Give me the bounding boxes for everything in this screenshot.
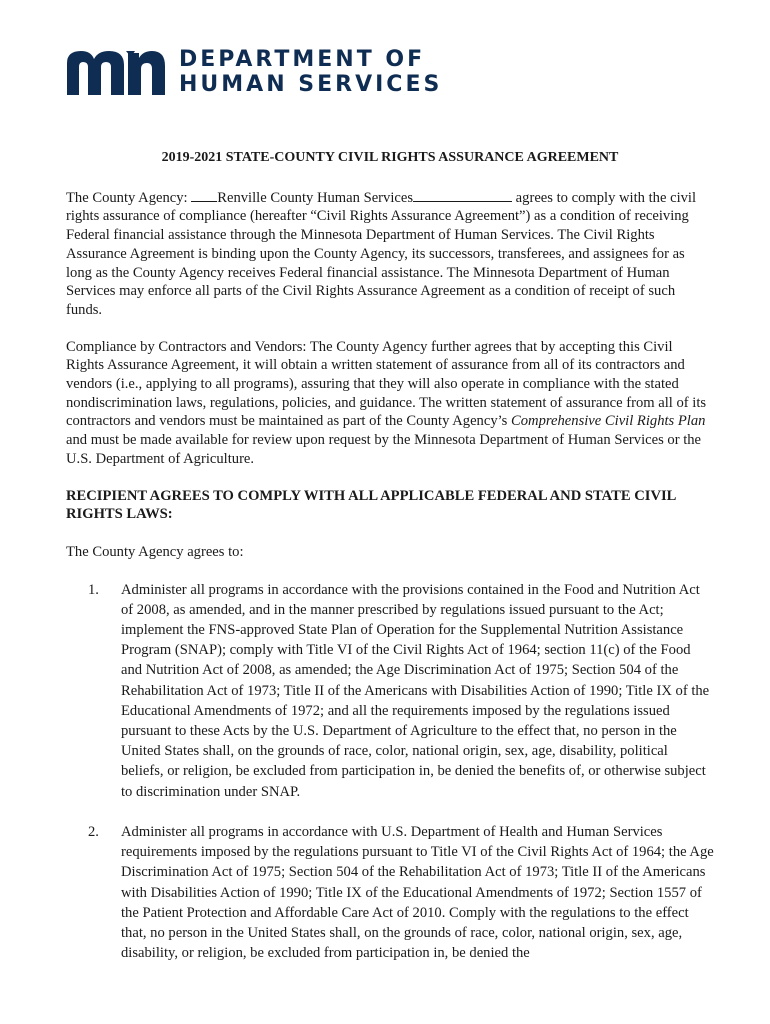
contractors-paragraph bbox=[66, 338, 714, 469]
list-item bbox=[66, 822, 714, 963]
mn-logo-mark-icon bbox=[67, 49, 165, 95]
agency-paragraph-text: agrees to comply with the civil rights assurance of compliance (hereafter “Civil Rights Assurance Agreement”) as a condition of receiving Federal financial assistance through the Minnesota Department of Human Services. The Civil Rights Assurance Agreement is binding upon the County Agency, its successors, transferees, and assignees for as long as the County Agency receives Federal financial assistance. The Minnesota Department of Human Services may enforce all parts of the Civil Rights Assurance Agreement as a condition of receipt of such funds. bbox=[66, 189, 697, 318]
logo-line-2: HUMAN SERVICES bbox=[179, 72, 443, 97]
list-item-text: Administer all programs in accordance with the provisions contained in the Food and Nutrition Act of 2008, as amended, and in the manner prescribed by regulations issued pursuant to the Act; implement the FNS-approved State Plan of Operation for the Supplemental Nutrition Assistance Program (SNAP); comply with Title VI of the Civil Rights Act of 1964; section 11(c) of the Food and Nutrition Act of 2008, as amended; the Age Discrimination Act of 1975; Section 504 of the Rehabilitation Act of 1973; Title II of the Americans with Disabilities Action of 1990; Title IX of the Educational Amendments of 1972; and all the requirements imposed by the regulations issued pursuant to these Acts by the U.S. Department of Agriculture to the effect that, no person in the United States shall, on the grounds of race, color, national origin, sex, age, disability, political beliefs, or religion, be excluded from participation in, be denied the benefits of, or otherwise subject to discrimination under SNAP. bbox=[121, 581, 710, 800]
document-body bbox=[66, 149, 714, 983]
document-title: 2019-2021 STATE-COUNTY CIVIL RIGHTS ASSURANCE AGREEMENT bbox=[161, 150, 619, 165]
mn-dhs-logo bbox=[67, 47, 442, 97]
agency-blank-line-left bbox=[191, 187, 217, 202]
agency-paragraph bbox=[66, 187, 714, 320]
list-item-text: Administer all programs in accordance with U.S. Department of Health and Human Services requirements imposed by the regulations pursuant to Title VI of the Civil Rights Act of 1964; the Age Discrimination Act of 1975; Section 504 of the Rehabilitation Act of 1973; Title II of the Americans with Disabilities Action of 1990; Title IX of the Educational Amendments of 1972; Section 1557 of the Patient Protection and Affordable Care Act of 2010. Comply with the regulations to the effect that, no person in the United States shall, on the grounds of race, color, national origin, sex, age, disability, or religion, be excluded from participation in, be denied the bbox=[121, 823, 714, 962]
agency-name-field: Renville County Human Services bbox=[217, 189, 414, 206]
list-item bbox=[66, 580, 714, 802]
logo-line-1: DEPARTMENT OF bbox=[179, 47, 426, 72]
agrees-intro: The County Agency agrees to: bbox=[66, 543, 244, 560]
agency-lead-text: The County Agency: bbox=[66, 189, 192, 206]
agency-blank-line-right bbox=[413, 187, 512, 202]
contractors-text-end: and must be made available for review upon request by the Minnesota Department of Human Services or the U.S. Department of Agriculture. bbox=[66, 432, 702, 467]
section-heading: RECIPIENT AGREES TO COMPLY WITH ALL APPLICABLE FEDERAL AND STATE CIVIL RIGHTS LAWS: bbox=[66, 487, 676, 523]
department-name bbox=[179, 47, 442, 97]
list-item-number: 2. bbox=[88, 823, 99, 840]
contractors-text-start: Compliance by Contractors and Vendors: The County Agency further agrees that by accepting this Civil Rights Assurance Agreement, it will obtain a written statement of assurance from all of its contractors and vendors (i.e., applying to all programs), assuring that they will also operate in compliance with the stated nondiscrimination laws, regulations, policies, and guidance. The written statement of assurance from all of its contractors and vendors must be maintained as part of the County Agency’s bbox=[66, 338, 707, 430]
list-item-number: 1. bbox=[88, 581, 99, 598]
civil-rights-plan-title: Comprehensive Civil Rights Plan bbox=[511, 413, 706, 430]
agreement-items-list bbox=[66, 580, 714, 964]
